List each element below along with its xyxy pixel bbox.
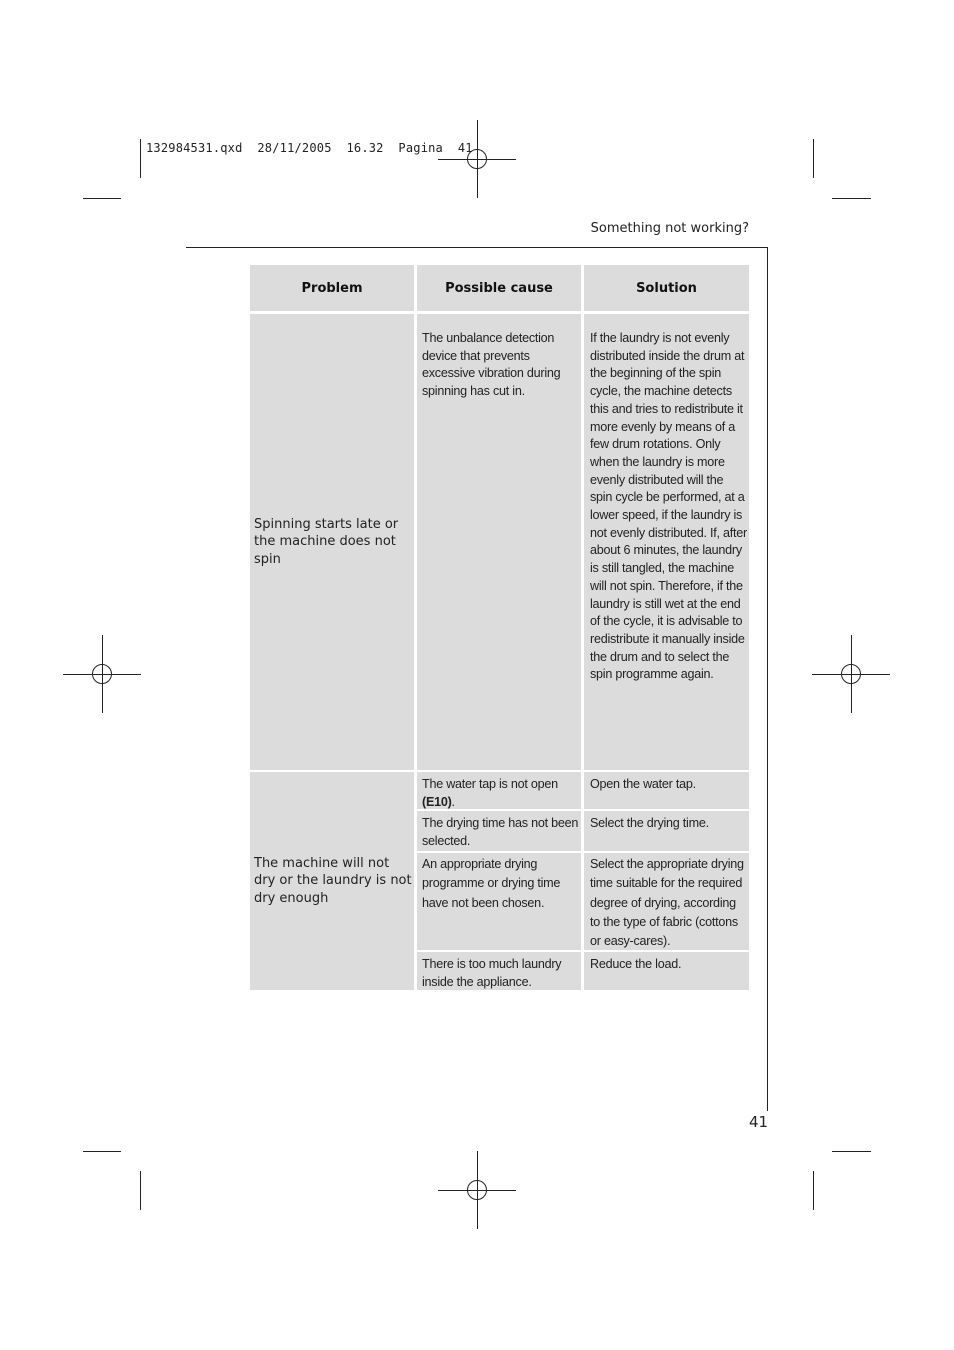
column-header-solution: Solution — [584, 265, 749, 311]
table-cell-problem — [250, 314, 414, 770]
cause-text: An appropriate drying programme or drying time have not been chosen. — [422, 857, 561, 910]
registration-mark-icon — [438, 1151, 516, 1229]
table-cell-solution — [584, 853, 749, 950]
table-cell-solution — [584, 811, 749, 851]
problem-text: The machine will not dry or the laundry is not dry enough — [254, 855, 412, 906]
crop-mark — [83, 198, 121, 199]
crop-mark — [140, 139, 141, 178]
solution-text: Reduce the load. — [590, 957, 682, 971]
cause-text: There is too much laundry inside the appliance. — [422, 957, 562, 989]
cause-text: The unbalance detection device that prevents excessive vibration during spinning has cut in. — [422, 331, 561, 399]
column-header-cause: Possible cause — [417, 265, 581, 311]
table-cell-solution — [584, 314, 749, 770]
table-cell-cause — [417, 853, 581, 950]
crop-mark — [832, 1151, 871, 1152]
print-slug: 132984531.qxd 28/11/2005 16.32 Pagina 41 — [146, 141, 473, 155]
column-header-problem: Problem — [250, 265, 414, 311]
solution-text: Select the drying time. — [590, 816, 709, 830]
table-cell-cause — [417, 811, 581, 851]
crop-mark — [813, 1171, 814, 1210]
solution-text: Open the water tap. — [590, 777, 696, 791]
registration-mark-icon — [63, 635, 141, 713]
table-cell-problem — [250, 772, 414, 990]
problem-text: Spinning starts late or the machine does not spin — [254, 516, 399, 567]
cause-text: The water tap is not open — [422, 777, 558, 791]
margin-rule — [767, 247, 768, 1111]
table-cell-solution — [584, 952, 749, 990]
cause-text-end: . — [451, 794, 455, 809]
crop-mark — [140, 1171, 141, 1210]
cause-text: The drying time has not been selected. — [422, 816, 579, 848]
solution-text: Select the appropriate drying time suitable for the required degree of drying, according to the type of fabric (cottons or easy-cares). — [590, 857, 744, 949]
table-cell-cause — [417, 952, 581, 990]
table-cell-cause — [417, 314, 581, 770]
crop-mark — [832, 198, 871, 199]
table-cell-cause — [417, 772, 581, 809]
error-code: (E10) — [422, 794, 452, 809]
table-cell-solution — [584, 772, 749, 809]
registration-mark-icon — [438, 120, 516, 198]
header-rule — [186, 247, 768, 248]
crop-mark — [83, 1151, 121, 1152]
crop-mark — [813, 139, 814, 178]
page-number: 41 — [749, 1113, 769, 1131]
solution-text: If the laundry is not evenly distributed inside the drum at the beginning of the spin cycle, the machine detects this and tries to redistribute it more evenly by means of a few drum rotations. Only when the laundry is more evenly distributed will the spin cycle be performed, at a lower speed, if the laundry is not evenly distributed. If, after about 6 minutes, the laundry is still tangled, the machine will not spin. Therefore, if the laundry is still wet at the end of the cycle, it is advisable to redistribute it manually inside the drum and to select the spin programme again. — [590, 331, 747, 682]
registration-mark-icon — [812, 635, 890, 713]
running-head: Something not working? — [590, 221, 749, 236]
